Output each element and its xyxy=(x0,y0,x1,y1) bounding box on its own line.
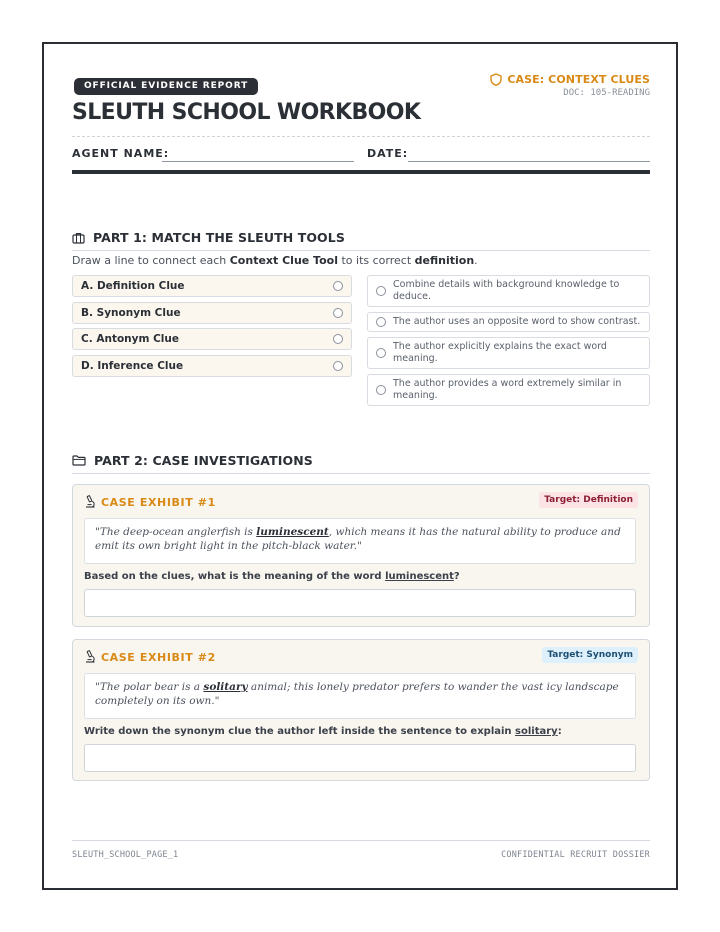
match-radio[interactable] xyxy=(333,281,343,291)
exhibit-1-answer-input[interactable] xyxy=(84,589,636,617)
context-clue-tool-term: Context Clue Tool xyxy=(229,254,338,267)
target-definition-badge: Target: Definition xyxy=(539,492,638,508)
match-radio[interactable] xyxy=(376,317,386,327)
part2-title: PART 2: CASE INVESTIGATIONS xyxy=(94,453,313,468)
shield-icon xyxy=(490,73,502,86)
part1-instruction: Draw a line to connect each Context Clue Tool to its correct definition. xyxy=(72,254,478,267)
tools-column xyxy=(72,275,352,381)
keyword-luminescent: luminescent xyxy=(256,526,329,538)
definition-text: The author uses an opposite word to show contrast. xyxy=(393,316,641,328)
exhibit-title: CASE EXHIBIT #1 xyxy=(101,496,216,509)
briefcase-icon xyxy=(72,232,85,244)
workbook-page xyxy=(42,42,678,890)
page-title: SLEUTH SCHOOL WORKBOOK xyxy=(72,100,421,125)
footer-divider xyxy=(72,840,650,841)
header-bottom-rule xyxy=(72,170,650,174)
document-id: DOC: 105-READING xyxy=(563,88,650,98)
date-field[interactable] xyxy=(408,161,650,162)
definition-item[interactable] xyxy=(367,374,650,406)
part1-heading xyxy=(72,230,650,251)
case-label: CASE: CONTEXT CLUES xyxy=(507,73,650,86)
tool-item-definition[interactable] xyxy=(72,275,352,297)
target-synonym-badge: Target: Synonym xyxy=(542,647,638,663)
match-radio[interactable] xyxy=(376,348,386,358)
definition-text: Combine details with background knowledge to deduce. xyxy=(393,279,620,302)
definition-item[interactable] xyxy=(367,337,650,369)
tool-item-inference[interactable] xyxy=(72,355,352,377)
footer-page-id: SLEUTH_SCHOOL_PAGE_1 xyxy=(72,850,179,860)
definition-item[interactable] xyxy=(367,275,650,307)
match-radio[interactable] xyxy=(376,385,386,395)
exhibit-quote: "The deep-ocean anglerfish is luminescent, which means it has the natural ability to produce and emit its own bright light in the pitch-black water." xyxy=(84,518,636,564)
definition-item[interactable] xyxy=(367,312,650,332)
tool-item-antonym[interactable] xyxy=(72,328,352,350)
microscope-icon xyxy=(84,493,96,512)
match-radio[interactable] xyxy=(333,361,343,371)
definition-term: definition xyxy=(414,254,475,267)
date-label: DATE: xyxy=(367,147,409,160)
folder-icon xyxy=(72,455,86,466)
exhibit-2-answer-input[interactable] xyxy=(84,744,636,772)
keyword-solitary: solitary xyxy=(203,681,248,693)
official-evidence-badge: OFFICIAL EVIDENCE REPORT xyxy=(74,78,258,95)
case-exhibit-2 xyxy=(72,639,650,781)
tool-label: A. Definition Clue xyxy=(81,280,185,292)
tool-label: B. Synonym Clue xyxy=(81,306,181,319)
tool-label: D. Inference Clue xyxy=(81,359,184,372)
definition-text: The author provides a word extremely similar in meaning. xyxy=(393,377,622,401)
exhibit-title: CASE EXHIBIT #2 xyxy=(101,651,216,664)
part2-heading xyxy=(72,453,650,474)
match-radio[interactable] xyxy=(333,308,343,318)
tool-label: C. Antonym Clue xyxy=(81,333,180,345)
case-label-block xyxy=(490,73,650,98)
microscope-icon xyxy=(84,648,96,667)
case-exhibit-1 xyxy=(72,484,650,627)
definition-text: The author explicitly explains the exact word meaning. xyxy=(393,341,607,364)
part1-title: PART 1: MATCH THE SLEUTH TOOLS xyxy=(93,230,345,245)
definitions-column xyxy=(367,275,650,411)
agent-name-field[interactable] xyxy=(162,161,354,162)
exhibit-quote: "The polar bear is a solitary animal; this lonely predator prefers to wander the vast icy landscape completely on its own." xyxy=(84,673,636,719)
tool-item-synonym[interactable] xyxy=(72,302,352,324)
exhibit-question: Write down the synonym clue the author left inside the sentence to explain solitary: xyxy=(84,726,562,737)
agent-name-label: AGENT NAME: xyxy=(72,147,170,160)
match-radio[interactable] xyxy=(333,334,343,344)
header-divider xyxy=(72,136,650,137)
footer-confidential-label: CONFIDENTIAL RECRUIT DOSSIER xyxy=(501,850,650,860)
match-radio[interactable] xyxy=(376,286,386,296)
exhibit-question: Based on the clues, what is the meaning of the word luminescent? xyxy=(84,571,460,582)
